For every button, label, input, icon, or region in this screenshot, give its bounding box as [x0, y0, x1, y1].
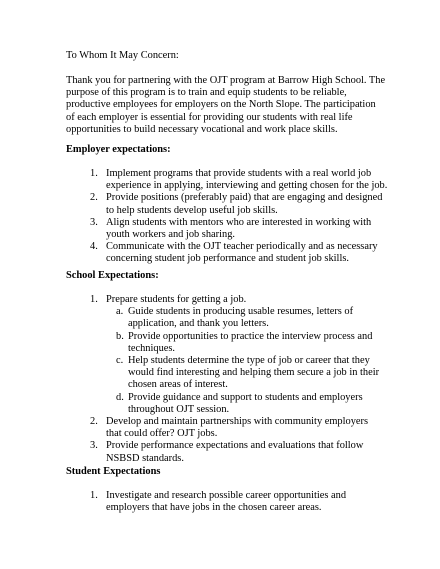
sublist-item: b. Provide opportunities to practice the interview process and techniques.: [116, 330, 373, 354]
list-item: 4. Communicate with the OJT teacher periodically and as necessary concerning student job performance and student job skills.: [90, 241, 378, 265]
sublist-item: c. Help students determine the type of job or career that they would find interesting and helping them secure a job in their chosen areas of interest.: [116, 355, 380, 391]
sublist-item: d. Provide guidance and support to students and employers throughout OJT session.: [116, 391, 363, 415]
list-item: 2. Develop and maintain partnerships with community employers that could offer? OJT jobs.: [90, 416, 369, 440]
list-item: 1. Implement programs that provide students with a real world job experience in applying, interviewing and getting chosen for the job.: [90, 168, 388, 192]
list-item: 3. Align students with mentors who are interested in working with youth workers and job sharing.: [90, 216, 372, 241]
intro-paragraph: Thank you for partnering with the OJT program at Barrow High School. The purpose of this program is to train and equip students to be reliable, productive employees for employers on the North Slope. The participation of each employer is essential for providing our students with real life opportunities to build necessary vocational and work place skills.: [66, 75, 386, 135]
list-item: 2. Provide positions (preferably paid) that are engaging and designed to help students develop useful job skills.: [90, 192, 383, 216]
list-item: 3. Provide performance expectations and evaluations that follow NSBSD standards.: [90, 440, 364, 464]
school-heading: School Expectations:: [66, 270, 159, 281]
list-item: 1. Investigate and research possible career opportunities and employers that have jobs in the chosen career areas.: [90, 490, 347, 514]
school-list: [82, 294, 382, 465]
greeting: To Whom It May Concern:: [66, 50, 179, 61]
student-list: [82, 490, 382, 514]
employer-heading: Employer expectations:: [66, 144, 171, 155]
sublist-item: a. Guide students in producing usable resumes, letters of application, and thank you letters.: [116, 306, 354, 330]
school-sublist: [106, 306, 382, 416]
student-heading: Student Expectations: [66, 466, 161, 477]
employer-list: [82, 168, 392, 266]
list-item: 1. Prepare students for getting a job. a. Guide students in producing usable resumes, letters of application, and thank you letters. b. Provide opportunities to practice the interview process and techniques. c. Help students determine the type of job or career that they would find interesting and helping them secure a job in their chosen areas of interest. d. Provide guidance and support to students and employers throughout OJT session.: [82, 294, 382, 416]
